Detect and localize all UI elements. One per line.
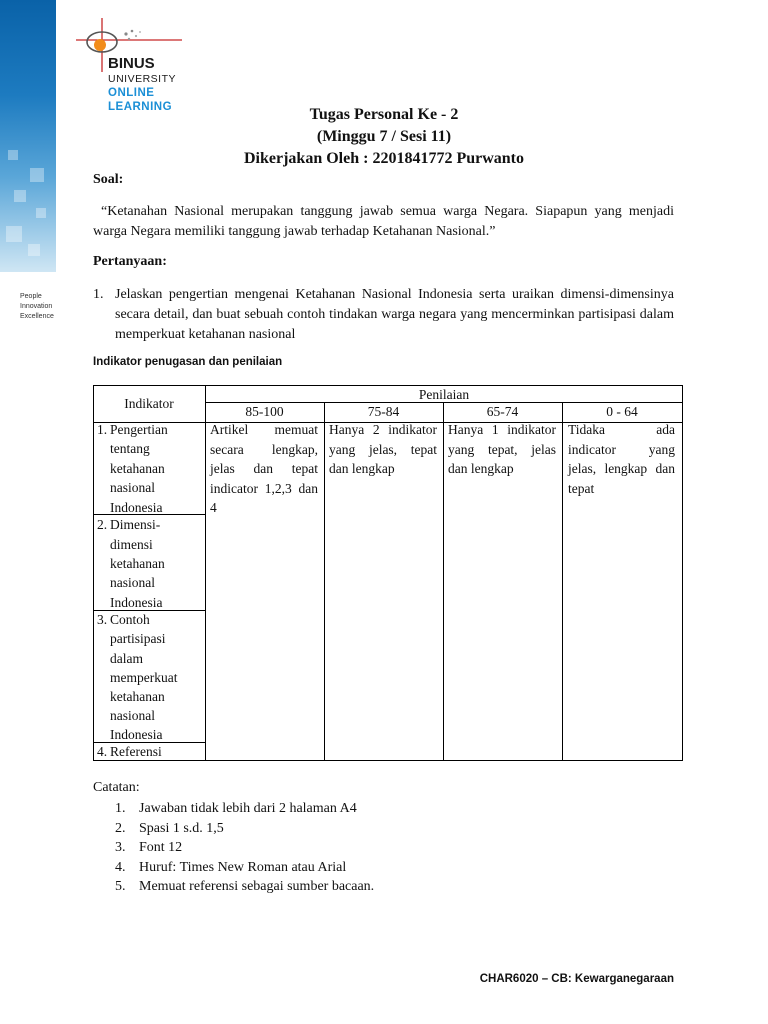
note-text: Memuat referensi sebagai sumber bacaan. <box>139 879 375 894</box>
indicator-number: 3. <box>97 612 108 627</box>
question-text: Jelaskan pengertian mengenai Ketahanan Nasional Indonesia serta uraikan dimensi-dimensinya secara detail, dan buat sebuah contoh tindakan warga negara yang mencerminkan partisipasi dalam memperkuat ketahanan nasional <box>115 287 674 342</box>
notes-list <box>115 799 374 897</box>
description-85-100: Artikel memuat secara lengkap, jelas dan tepat indicator 1,2,3 dan 4 <box>210 422 318 515</box>
header-indikator: Indikator <box>124 396 174 411</box>
note-number: 3. <box>115 840 126 855</box>
indicator-line: Dimensi- <box>110 517 161 532</box>
indicator-number: 4. <box>97 744 108 759</box>
document-subtitle: (Minggu 7 / Sesi 11) <box>316 128 452 145</box>
note-text: Jawaban tidak lebih dari 2 halaman A4 <box>139 801 357 816</box>
header-range-2: 75-84 <box>367 404 400 419</box>
note-text: Spasi 1 s.d. 1,5 <box>139 820 224 836</box>
list-item <box>115 799 374 819</box>
indicator-line: partisipasi <box>110 631 166 646</box>
note-text: Font 12 <box>139 840 183 855</box>
rubric-heading: Indikator penugasan dan penilaian <box>93 356 283 368</box>
note-number: 4. <box>115 859 126 875</box>
description-65-74: Hanya 1 indikator yang tepat, jelas dan lengkap <box>448 422 556 476</box>
logo-text-university: UNIVERSITY <box>108 73 177 85</box>
indicator-line: Indonesia <box>110 595 163 610</box>
description-0-64: Tidaka ada indicator yang jelas, lengkap dan tepat <box>568 422 675 496</box>
indicator-line: dalam <box>110 651 143 666</box>
soal-heading: Soal: <box>93 172 124 187</box>
soal-quote: “Ketanahan Nasional merupakan tanggung jawab semua warga Negara. Siapapun yang menjadi warga Negara memiliki tanggung jawab terhadap Ketahanan Nasional.” <box>93 204 674 239</box>
question-item <box>93 285 674 345</box>
indicator-line: nasional <box>110 575 155 590</box>
description-75-84: Hanya 2 indikator yang jelas, tepat dan lengkap <box>329 422 437 476</box>
note-number: 2. <box>115 820 126 836</box>
list-item <box>115 858 374 878</box>
indicator-line: ketahanan <box>110 689 165 704</box>
header-penilaian: Penilaian <box>418 387 470 402</box>
indicator-line: dimensi <box>110 537 153 552</box>
document-title: Tugas Personal Ke - 2 <box>309 106 459 123</box>
document-author: Dikerjakan Oleh : 2201841772 Purwanto <box>244 150 524 167</box>
indicator-line: nasional <box>110 708 155 723</box>
logo-text-online: ONLINE <box>108 87 155 99</box>
header-range-1: 85-100 <box>245 404 284 419</box>
indicator-line: ketahanan <box>110 461 165 476</box>
pertanyaan-heading: Pertanyaan: <box>93 254 167 269</box>
logo-text-learning: LEARNING <box>108 101 173 113</box>
header-range-3: 65-74 <box>486 404 519 419</box>
list-item <box>115 819 374 839</box>
notes-heading: Catatan: <box>93 780 140 795</box>
indicator-line: nasional <box>110 480 155 495</box>
indicator-line: Referensi <box>110 744 162 759</box>
note-text: Huruf: Times New Roman atau Arial <box>139 859 347 875</box>
rubric-table <box>93 385 683 761</box>
list-item <box>115 877 374 897</box>
indicator-line: Indonesia <box>110 727 163 742</box>
indicator-number: 2. <box>97 517 108 532</box>
header-range-4: 0 - 64 <box>606 404 638 419</box>
footer-course-code: CHAR6020 – CB: Kewarganegaraan <box>479 973 674 985</box>
list-item <box>115 838 374 858</box>
note-number: 1. <box>115 801 126 816</box>
logo-text-binus: BINUS <box>108 55 155 72</box>
note-number: 5. <box>115 879 126 894</box>
indicator-line: Contoh <box>110 612 150 627</box>
indicator-number: 1. <box>97 422 108 437</box>
indicator-line: Pengertian <box>110 422 168 437</box>
side-tagline: People Innovation Excellence <box>20 293 54 320</box>
indicator-line: tentang <box>110 441 150 456</box>
indicator-line: ketahanan <box>110 556 165 571</box>
question-number: 1. <box>93 287 104 302</box>
indicator-line: Indonesia <box>110 500 163 515</box>
indicator-line: memperkuat <box>110 670 178 685</box>
